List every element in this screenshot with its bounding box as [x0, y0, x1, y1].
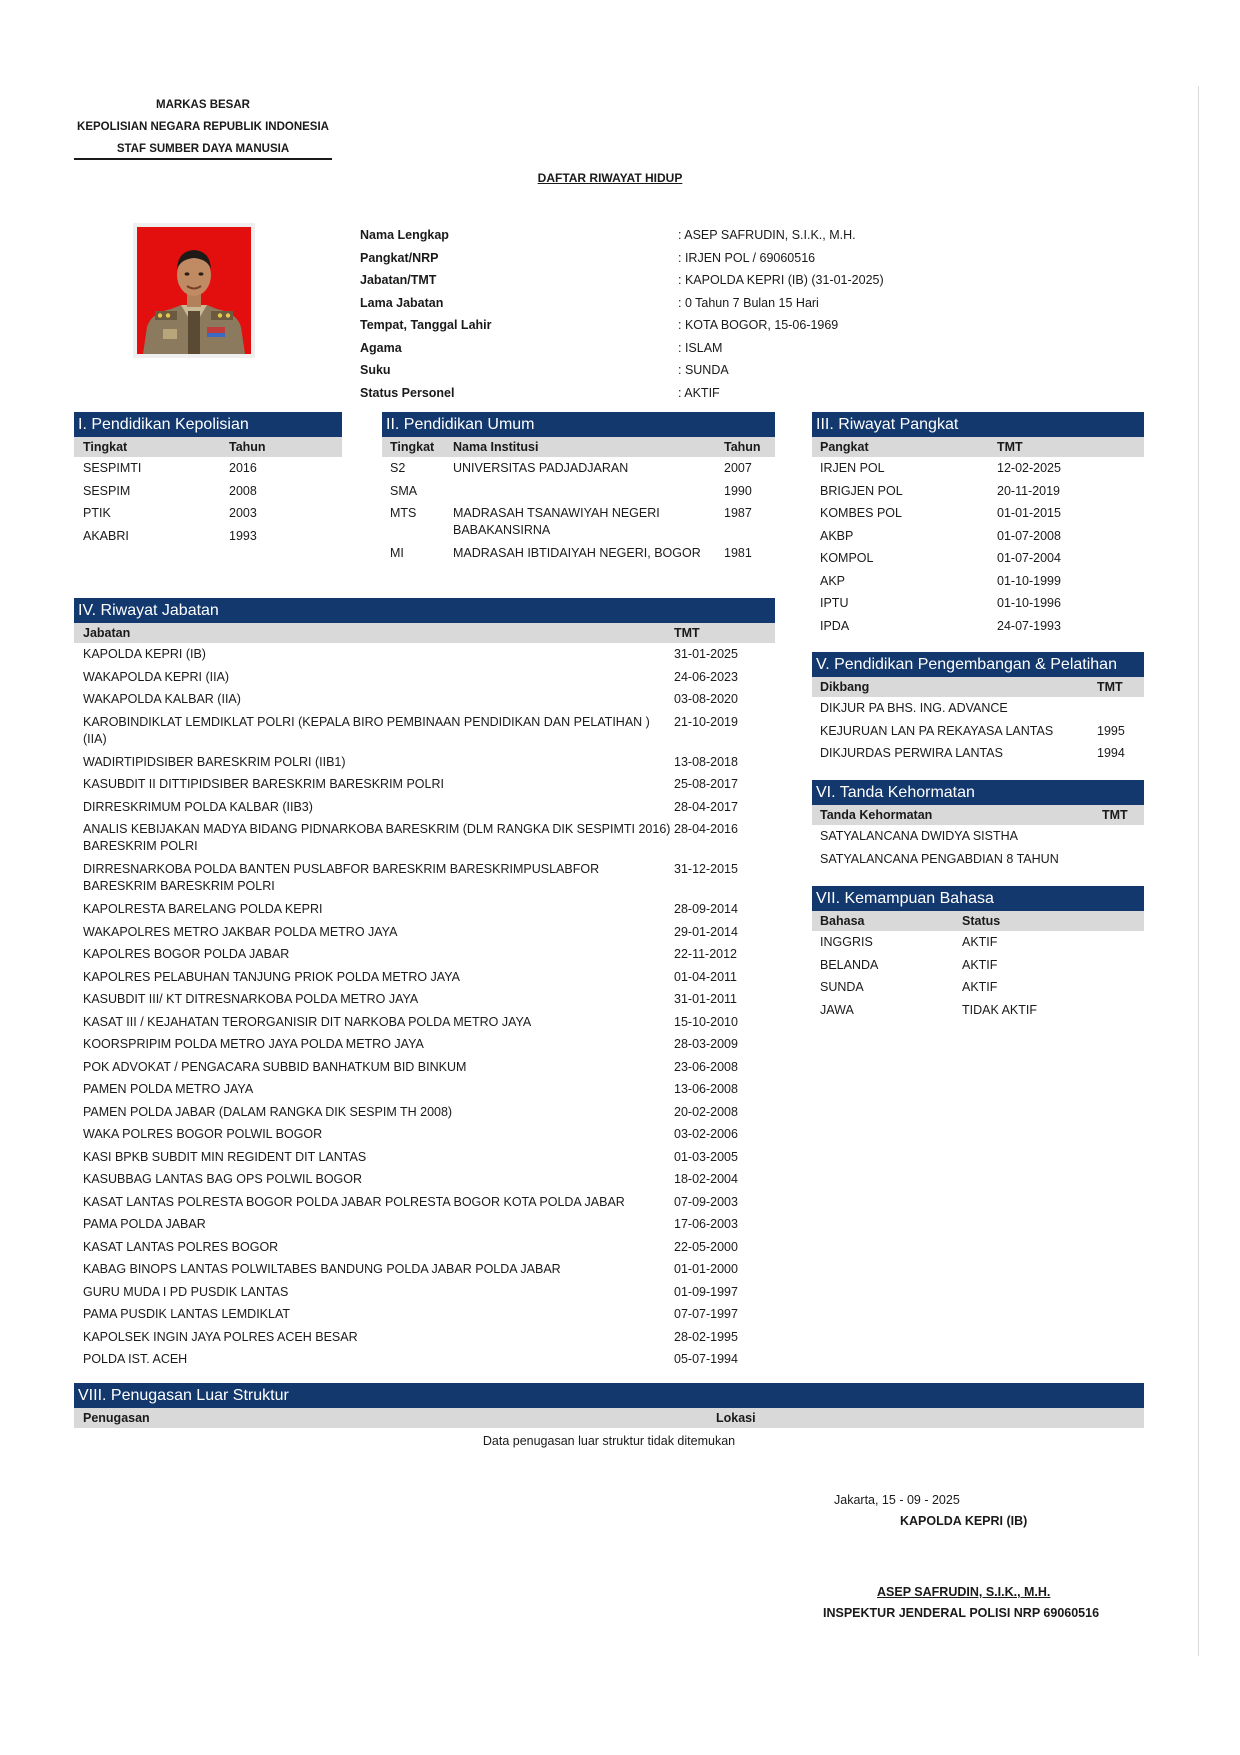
section-title: VII. Kemampuan Bahasa: [812, 886, 1144, 911]
cell-tingkat: SMA: [390, 483, 418, 498]
cell-tmt: 20-02-2008: [674, 1104, 738, 1119]
cell-tahun: 2003: [229, 506, 257, 520]
cell-jabatan: DIRRESNARKOBA POLDA BANTEN PUSLABFOR BARESKRIM BARESKRIMPUSLABFOR BARESKRIM BARESKRIM POLRI: [83, 862, 600, 893]
cell-jabatan: KAPOLSEK INGIN JAYA POLRES ACEH BESAR: [83, 1329, 358, 1344]
profile-label: Status Personel: [360, 385, 455, 400]
cell-tmt: 28-04-2016: [674, 822, 738, 836]
table-row: [74, 1281, 775, 1304]
cell-pangkat: IRJEN POL: [820, 461, 885, 475]
table-row: [74, 1101, 775, 1124]
section-riwayat-pangkat: [812, 412, 1144, 637]
cell-tmt: 28-04-2017: [674, 799, 738, 814]
table-row: [74, 1078, 775, 1101]
cell-jabatan: WAKAPOLDA KEPRI (IIA): [83, 669, 230, 684]
table-header: [382, 437, 775, 457]
profile-value: : ISLAM: [678, 340, 723, 355]
cell-dikbang: KEJURUAN LAN PA REKAYASA LANTAS: [820, 723, 1054, 738]
cell-jabatan: GURU MUDA I PD PUSDIK LANTAS: [83, 1284, 289, 1299]
cell-tahun: 1987: [724, 506, 752, 520]
table-row: [812, 742, 1144, 765]
cell-tmt: 24-07-1993: [997, 618, 1061, 633]
signature-name: ASEP SAFRUDIN, S.I.K., M.H.: [877, 1585, 1051, 1599]
cell-tmt: 29-01-2014: [674, 924, 738, 939]
cell-dikbang: DIKJURDAS PERWIRA LANTAS: [820, 746, 1003, 760]
profile-photo: [133, 223, 255, 358]
column-header-lokasi: Lokasi: [716, 1410, 756, 1425]
cell-bahasa: INGGRIS: [820, 935, 873, 949]
table-row: [74, 1326, 775, 1349]
cell-tingkat: SESPIM: [83, 483, 131, 498]
table-row: [74, 966, 775, 989]
table-row: [74, 898, 775, 921]
column-header-tanda-kehormatan: Tanda Kehormatan: [820, 807, 933, 822]
cell-tmt: 31-12-2015: [674, 862, 738, 876]
cell-jabatan: PAMA PUSDIK LANTAS LEMDIKLAT: [83, 1307, 291, 1321]
column-header-tahun: Tahun: [229, 439, 266, 454]
table-row: [74, 921, 775, 944]
table-row: [812, 825, 1144, 848]
signature-position: KAPOLDA KEPRI (IB): [900, 1514, 1028, 1528]
profile-value: : KAPOLDA KEPRI (IB) (31-01-2025): [678, 273, 884, 288]
profile-value: : ASEP SAFRUDIN, S.I.K., M.H.: [678, 228, 856, 243]
table-header: [812, 437, 1144, 457]
cell-jabatan: POK ADVOKAT / PENGACARA SUBBID BANHATKUM BID BINKUM: [83, 1059, 467, 1074]
cell-jabatan: KASUBDIT II DITTIPIDSIBER BARESKRIM BARESKRIM POLRI: [83, 777, 444, 791]
profile-row: [360, 247, 920, 270]
section-title: VI. Tanda Kehormatan: [812, 780, 1144, 805]
letterhead-underline: [74, 158, 332, 160]
cell-tmt: 03-08-2020: [674, 692, 738, 706]
column-header-tingkat: Tingkat: [390, 439, 435, 454]
table-row: [74, 1213, 775, 1236]
table-row: [812, 954, 1144, 977]
cell-jabatan: KASAT LANTAS POLRESTA BOGOR POLDA JABAR POLRESTA BOGOR KOTA POLDA JABAR: [83, 1194, 625, 1209]
table-row: [812, 547, 1144, 570]
cell-tingkat: PTIK: [83, 506, 111, 520]
cell-jabatan: KAPOLRES PELABUHAN TANJUNG PRIOK POLDA METRO JAYA: [83, 969, 460, 984]
column-header-institusi: Nama Institusi: [453, 439, 539, 454]
section-tanda-kehormatan: [812, 780, 1144, 870]
table-row: [74, 480, 342, 503]
cell-jabatan: KAPOLRESTA BARELANG POLDA KEPRI: [83, 902, 323, 916]
table-row: [812, 592, 1144, 615]
profile-row: [360, 359, 920, 382]
cell-tmt: 22-05-2000: [674, 1239, 738, 1254]
cell-jabatan: PAMA POLDA JABAR: [83, 1217, 206, 1231]
table-row: [74, 1191, 775, 1214]
cell-jabatan: KASAT III / KEJAHATAN TERORGANISIR DIT NARKOBA POLDA METRO JAYA: [83, 1014, 532, 1029]
cell-tmt: 13-08-2018: [674, 754, 738, 769]
cell-tmt: 01-10-1999: [997, 573, 1061, 588]
cell-jabatan: KAROBINDIKLAT LEMDIKLAT POLRI (KEPALA BIRO PEMBINAAN PENDIDIKAN DAN PELATIHAN ) (IIA): [83, 714, 650, 746]
table-row: [74, 796, 775, 819]
cell-pangkat: KOMPOL: [820, 551, 874, 565]
cell-tmt: 28-02-1995: [674, 1329, 738, 1344]
table-row: [812, 976, 1144, 999]
cell-institusi: MADRASAH TSANAWIYAH NEGERI BABAKANSIRNA: [453, 506, 660, 537]
cell-tingkat: S2: [390, 461, 406, 475]
table-body: [74, 457, 342, 547]
section-title: IV. Riwayat Jabatan: [74, 598, 775, 623]
cell-tahun: 2008: [229, 483, 257, 498]
column-header-dikbang: Dikbang: [820, 679, 870, 694]
cell-tmt: 21-10-2019: [674, 714, 738, 729]
table-body: [812, 457, 1144, 637]
profile-info: [360, 224, 920, 404]
column-header-tmt: TMT: [1097, 679, 1123, 694]
section-title: VIII. Penugasan Luar Struktur: [74, 1383, 1144, 1408]
empty-state-message: Data penugasan luar struktur tidak ditemukan: [482, 1434, 736, 1448]
cell-tmt: 07-09-2003: [674, 1194, 738, 1209]
letterhead: [74, 94, 332, 160]
signature-rank: INSPEKTUR JENDERAL POLISI NRP 69060516: [823, 1606, 1100, 1620]
signature-place-date: Jakarta, 15 - 09 - 2025: [834, 1493, 960, 1507]
table-row: [74, 711, 775, 751]
table-row: [74, 525, 342, 548]
cell-tmt: 31-01-2011: [674, 992, 738, 1006]
cell-pangkat: KOMBES POL: [820, 506, 902, 520]
cell-tmt: 01-03-2005: [674, 1149, 738, 1164]
section-title: III. Riwayat Pangkat: [812, 412, 1144, 437]
table-header: [74, 623, 775, 643]
cell-tahun: 2016: [229, 461, 257, 475]
table-header: [74, 437, 342, 457]
table-row: [812, 525, 1144, 548]
table-row: [382, 542, 775, 582]
table-row: [74, 1123, 775, 1146]
profile-value: : 0 Tahun 7 Bulan 15 Hari: [678, 295, 819, 310]
table-row: [74, 751, 775, 774]
section-riwayat-jabatan: [74, 598, 775, 1371]
cell-pangkat: BRIGJEN POL: [820, 483, 903, 498]
cell-tmt: 17-06-2003: [674, 1217, 738, 1231]
cell-tmt: 05-07-1994: [674, 1352, 738, 1366]
cell-tmt: 01-10-1996: [997, 596, 1061, 610]
table-row: [74, 1033, 775, 1056]
table-row: [74, 1168, 775, 1191]
section-title: II. Pendidikan Umum: [382, 412, 775, 437]
table-header: [74, 1408, 1144, 1428]
cell-tanda-kehormatan: SATYALANCANA DWIDYA SISTHA: [820, 829, 1018, 843]
table-row: [812, 720, 1144, 743]
table-row: [74, 643, 775, 666]
cell-tmt: 01-09-1997: [674, 1284, 738, 1299]
cell-tmt: 24-06-2023: [674, 669, 738, 684]
table-row: [74, 502, 342, 525]
table-row: [74, 858, 775, 898]
cell-tahun: 1990: [724, 483, 752, 498]
table-header: [812, 805, 1144, 825]
table-row: [74, 1258, 775, 1281]
cell-tmt: 23-06-2008: [674, 1059, 738, 1074]
profile-label: Lama Jabatan: [360, 295, 444, 310]
table-row: [812, 615, 1144, 638]
table-row: [74, 1348, 775, 1371]
cell-bahasa: SUNDA: [820, 980, 864, 994]
table-body: [812, 825, 1144, 870]
profile-label: Jabatan/TMT: [360, 273, 437, 288]
profile-row: [360, 382, 920, 405]
cell-jabatan: WAKAPOLDA KALBAR (IIA): [83, 692, 241, 706]
column-header-bahasa: Bahasa: [820, 913, 865, 928]
cell-bahasa: BELANDA: [820, 957, 879, 972]
section-pendidikan-pengembangan: [812, 652, 1144, 765]
cell-tmt: 01-07-2008: [997, 528, 1061, 543]
cell-pangkat: AKP: [820, 573, 846, 588]
table-row: [812, 999, 1144, 1022]
column-header-pangkat: Pangkat: [820, 439, 869, 454]
table-body: [382, 457, 775, 582]
table-row: [74, 1236, 775, 1259]
profile-row: [360, 314, 920, 337]
table-row: [74, 1146, 775, 1169]
cell-jabatan: KASUBDIT III/ KT DITRESNARKOBA POLDA METRO JAYA: [83, 992, 419, 1006]
cell-tmt: 1995: [1097, 723, 1125, 738]
cell-jabatan: KAPOLDA KEPRI (IB): [83, 647, 206, 661]
table-body: [812, 697, 1144, 765]
cell-pangkat: AKBP: [820, 528, 854, 543]
cell-tmt: 01-01-2015: [997, 506, 1061, 520]
cell-status: TIDAK AKTIF: [962, 1002, 1038, 1017]
cell-tahun: 1993: [229, 528, 257, 543]
cell-jabatan: WADIRTIPIDSIBER BARESKRIM POLRI (IIB1): [83, 754, 346, 769]
cell-jabatan: ANALIS KEBIJAKAN MADYA BIDANG PIDNARKOBA BARESKRIM (DLM RANGKA DIK SESPIMTI 2016) BARESKRIM POLRI: [83, 822, 671, 853]
cell-jabatan: PAMEN POLDA METRO JAYA: [83, 1082, 254, 1096]
document-title: DAFTAR RIWAYAT HIDUP: [537, 171, 683, 185]
section-kemampuan-bahasa: [812, 886, 1144, 1021]
profile-row: [360, 224, 920, 247]
table-row: [812, 457, 1144, 480]
column-header-penugasan: Penugasan: [83, 1410, 150, 1425]
cell-pangkat: IPTU: [820, 596, 849, 610]
cell-jabatan: WAKAPOLRES METRO JAKBAR POLDA METRO JAYA: [83, 924, 398, 939]
table-row: [74, 1303, 775, 1326]
table-row: [74, 666, 775, 689]
table-header: [812, 677, 1144, 697]
cell-tingkat: MI: [390, 546, 404, 560]
cell-tmt: 28-03-2009: [674, 1037, 738, 1051]
cell-jabatan: POLDA IST. ACEH: [83, 1352, 188, 1366]
table-body: [74, 643, 775, 1371]
section-pendidikan-umum: [382, 412, 775, 582]
table-row: [382, 502, 775, 542]
table-row: [812, 570, 1144, 593]
cell-tmt: 12-02-2025: [997, 461, 1061, 475]
cell-jabatan: KOORSPRIPIM POLDA METRO JAYA POLDA METRO JAYA: [83, 1037, 424, 1051]
table-row: [74, 988, 775, 1011]
table-header: [812, 911, 1144, 931]
column-header-tmt: TMT: [674, 625, 700, 640]
cell-dikbang: DIKJUR PA BHS. ING. ADVANCE: [820, 701, 1008, 715]
section-title: V. Pendidikan Pengembangan & Pelatihan: [812, 652, 1144, 677]
table-row: [74, 688, 775, 711]
letterhead-line-3: STAF SUMBER DAYA MANUSIA: [116, 143, 290, 155]
table-row: [812, 480, 1144, 503]
section-penugasan-luar-struktur: [74, 1383, 1144, 1448]
cell-tmt: 13-06-2008: [674, 1082, 738, 1096]
cell-tmt: 01-04-2011: [674, 969, 738, 984]
cell-tmt: 25-08-2017: [674, 777, 738, 791]
profile-value: : IRJEN POL / 69060516: [678, 250, 816, 265]
cell-tmt: 01-01-2000: [674, 1262, 738, 1276]
cell-institusi: MADRASAH IBTIDAIYAH NEGERI, BOGOR: [453, 546, 701, 560]
cell-status: AKTIF: [962, 980, 998, 994]
profile-row: [360, 269, 920, 292]
cell-pangkat: IPDA: [820, 618, 850, 633]
column-header-tingkat: Tingkat: [83, 439, 128, 454]
profile-value: : SUNDA: [678, 363, 729, 378]
table-row: [74, 1011, 775, 1034]
cell-jabatan: KASI BPKB SUBDIT MIN REGIDENT DIT LANTAS: [83, 1149, 367, 1164]
cell-tingkat: MTS: [390, 506, 417, 520]
cell-jabatan: KAPOLRES BOGOR POLDA JABAR: [83, 947, 290, 961]
table-row: [74, 818, 775, 858]
profile-label: Suku: [360, 363, 391, 378]
page-edge: [1198, 86, 1199, 1656]
column-header-status: Status: [962, 913, 1001, 928]
section-pendidikan-kepolisian: [74, 412, 342, 547]
profile-value: : KOTA BOGOR, 15-06-1969: [678, 318, 839, 333]
cell-tmt: 15-10-2010: [674, 1014, 738, 1029]
cell-tmt: 07-07-1997: [674, 1307, 738, 1321]
cell-institusi: UNIVERSITAS PADJADJARAN: [453, 461, 629, 475]
column-header-tahun: Tahun: [724, 439, 761, 454]
table-row: [74, 773, 775, 796]
profile-label: Pangkat/NRP: [360, 250, 439, 265]
cell-bahasa: JAWA: [820, 1002, 854, 1017]
cell-tanda-kehormatan: SATYALANCANA PENGABDIAN 8 TAHUN: [820, 851, 1059, 866]
profile-label: Nama Lengkap: [360, 228, 449, 243]
column-header-tmt: TMT: [997, 439, 1023, 454]
cell-tmt: 31-01-2025: [674, 647, 738, 661]
cell-jabatan: PAMEN POLDA JABAR (DALAM RANGKA DIK SESPIM TH 2008): [83, 1104, 453, 1119]
cell-tmt: 03-02-2006: [674, 1127, 738, 1141]
table-body: [812, 931, 1144, 1021]
table-row: [812, 502, 1144, 525]
profile-label: Tempat, Tanggal Lahir: [360, 318, 492, 333]
cell-tahun: 2007: [724, 461, 752, 475]
cell-tmt: 18-02-2004: [674, 1172, 738, 1186]
table-row: [382, 457, 775, 480]
table-row: [382, 480, 775, 503]
section-title: I. Pendidikan Kepolisian: [74, 412, 342, 437]
cell-tahun: 1981: [724, 546, 752, 560]
cell-status: AKTIF: [962, 957, 998, 972]
column-header-jabatan: Jabatan: [83, 625, 131, 640]
cell-jabatan: DIRRESKRIMUM POLDA KALBAR (IIB3): [83, 799, 313, 814]
letterhead-line-1: MARKAS BESAR: [156, 99, 250, 111]
cell-tmt: 01-07-2004: [997, 551, 1061, 565]
profile-label: Agama: [360, 340, 402, 355]
profile-row: [360, 292, 920, 315]
table-row: [812, 697, 1144, 720]
profile-row: [360, 337, 920, 360]
cell-jabatan: WAKA POLRES BOGOR POLWIL BOGOR: [83, 1127, 323, 1141]
cell-status: AKTIF: [962, 935, 998, 949]
cell-jabatan: KABAG BINOPS LANTAS POLWILTABES BANDUNG POLDA JABAR POLDA JABAR: [83, 1262, 561, 1276]
cell-tingkat: AKABRI: [83, 528, 129, 543]
cell-tmt: 20-11-2019: [997, 483, 1061, 498]
table-row: [74, 457, 342, 480]
profile-value: : AKTIF: [678, 385, 720, 400]
profile-photo-portrait: [137, 227, 251, 354]
table-row: [74, 943, 775, 966]
table-row: [74, 1056, 775, 1079]
cell-tmt: 1994: [1097, 746, 1125, 760]
cell-tmt: 28-09-2014: [674, 902, 738, 916]
cell-jabatan: KASAT LANTAS POLRES BOGOR: [83, 1239, 279, 1254]
column-header-tmt: TMT: [1102, 807, 1128, 822]
table-row: [812, 848, 1144, 871]
table-row: [812, 931, 1144, 954]
cell-jabatan: KASUBBAG LANTAS BAG OPS POLWIL BOGOR: [83, 1172, 363, 1186]
letterhead-line-2: KEPOLISIAN NEGARA REPUBLIK INDONESIA: [77, 121, 329, 133]
cell-tmt: 22-11-2012: [674, 947, 738, 961]
cell-tingkat: SESPIMTI: [83, 461, 142, 475]
